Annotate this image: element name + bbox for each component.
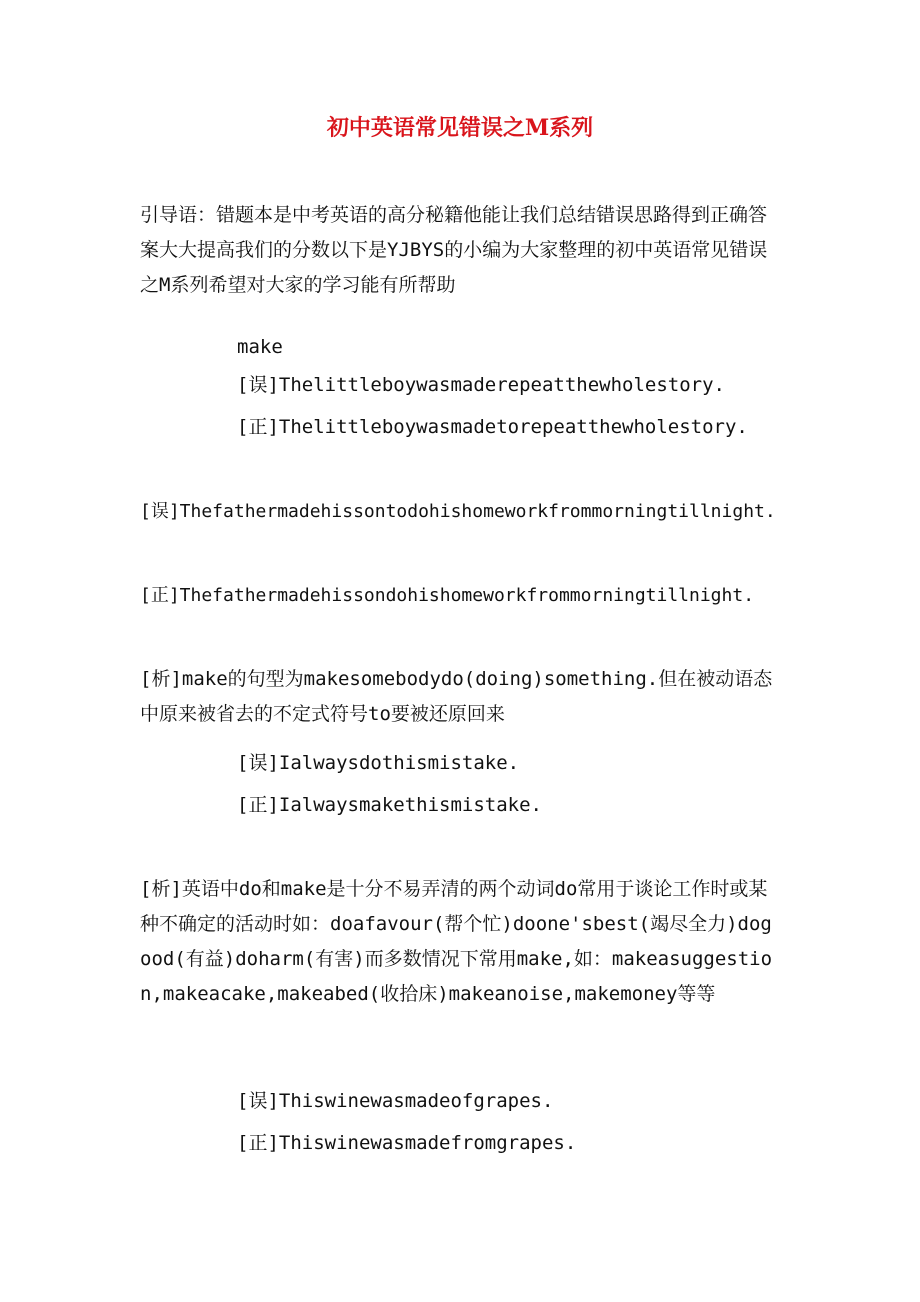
- example-3-wrong: [误]Ialwaysdothismistake.: [237, 752, 520, 774]
- intro-paragraph: 引导语：错题本是中考英语的高分秘籍他能让我们总结错误思路得到正确答案大大提高我们的分数以下是YJBYS的小编为大家整理的初中英语常见错误之M系列希望对大家的学习能有所帮助: [140, 204, 768, 296]
- example-3-right: [正]Ialwaysmakethismistake.: [237, 794, 542, 816]
- example-1-right: [正]Thelittleboywasmadetorepeatthewholestory.: [237, 416, 748, 438]
- example-2-right: [正]Thefathermadehissondohishomeworkfrommorningtillnight.: [140, 585, 755, 606]
- example-2-wrong: [误]Thefathermadehissontodohishomeworkfrommorningtillnight.: [140, 501, 776, 522]
- make-heading: make: [237, 336, 283, 358]
- example-4-wrong: [误]Thiswinewasmadeofgrapes.: [237, 1090, 554, 1112]
- analysis-1: [析]make的句型为makesomebodydo(doing)something.但在被动语态中原来被省去的不定式符号to要被还原回来: [140, 668, 773, 725]
- page-title: 初中英语常见错误之M系列: [326, 115, 594, 141]
- analysis-2: [析]英语中do和make是十分不易弄清的两个动词do常用于谈论工作时或某种不确定的活动时如：doafavour(帮个忙)doone'sbest(竭尽全力)dogood(有益)doharm(有害)而多数情况下常用make,如：makeasuggestion,makeacake,makeabed(收拾床)makeanoise,makemoney等等: [140, 878, 773, 1005]
- example-1-wrong: [误]Thelittleboywasmaderepeatthewholestory.: [237, 374, 725, 396]
- example-4-right: [正]Thiswinewasmadefromgrapes.: [237, 1132, 577, 1154]
